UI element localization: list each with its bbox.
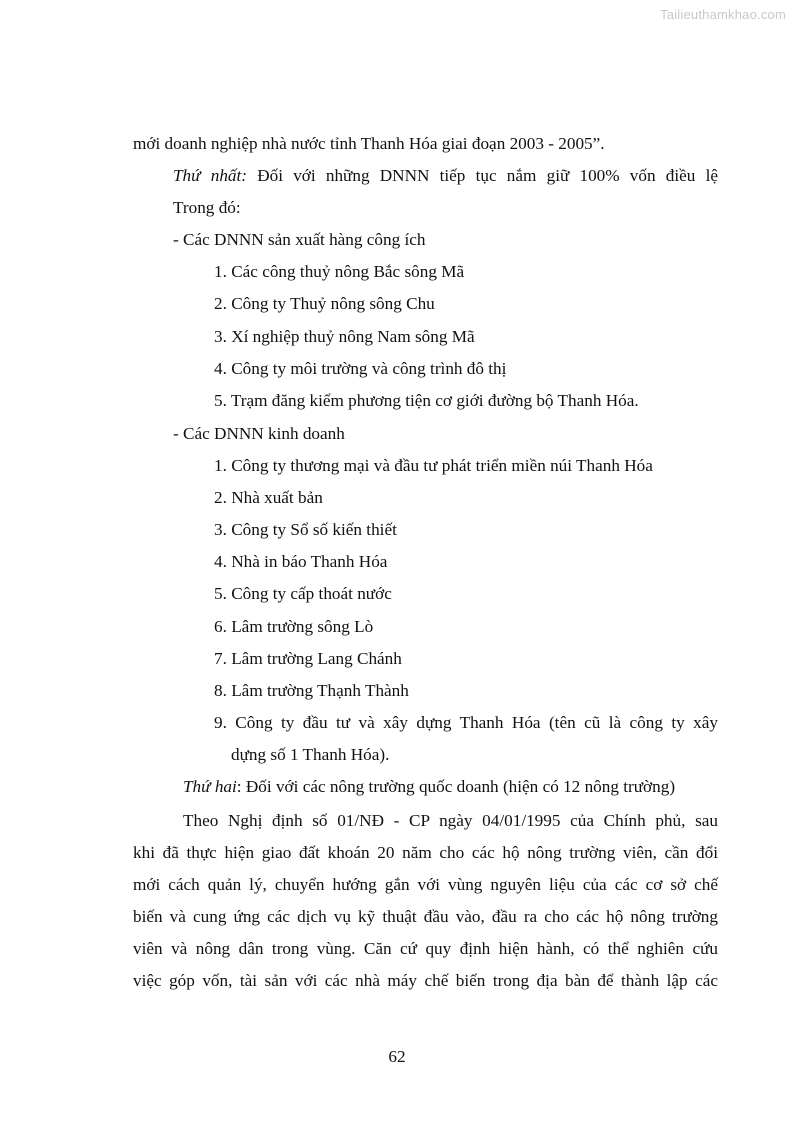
business-heading: - Các DNNN kinh doanh bbox=[173, 424, 345, 443]
list-item: 3. Xí nghiệp thuỷ nông Nam sông Mã bbox=[214, 327, 475, 346]
second-text: : Đối với các nông trường quốc doanh (hiện có 12 nông trường) bbox=[236, 777, 676, 796]
paragraph-line: Theo Nghị định số 01/NĐ - CP ngày 04/01/1995 của Chính phủ, sau bbox=[183, 811, 718, 830]
list-item: 2. Nhà xuất bản bbox=[214, 488, 323, 507]
second-section-line bbox=[183, 776, 675, 798]
list-item: 5. Trạm đăng kiểm phương tiện cơ giới đường bộ Thanh Hóa. bbox=[214, 391, 639, 410]
list-item: 3. Công ty Sổ số kiến thiết bbox=[214, 520, 397, 539]
paragraph-line: mới cách quản lý, chuyển hướng gắn với vùng nguyên liệu của các cơ sở chế bbox=[133, 875, 718, 894]
list-item: 5. Công ty cấp thoát nước bbox=[214, 584, 392, 603]
list-item: 6. Lâm trường sông Lò bbox=[214, 617, 374, 636]
list-item: 2. Công ty Thuỷ nông sông Chu bbox=[214, 294, 435, 313]
paragraph-line: việc góp vốn, tài sản với các nhà máy chế biến trong địa bàn để thành lập các bbox=[133, 971, 718, 990]
watermark: Tailieuthamkhao.com bbox=[660, 7, 786, 22]
second-label: Thứ hai bbox=[183, 777, 237, 796]
list-item-continuation: dựng số 1 Thanh Hóa). bbox=[231, 745, 390, 764]
intro-line: mới doanh nghiệp nhà nước tỉnh Thanh Hóa giai đoạn 2003 - 2005”. bbox=[133, 134, 605, 153]
first-label: Thứ nhất: bbox=[173, 166, 248, 185]
list-item: 7. Lâm trường Lang Chánh bbox=[214, 649, 402, 668]
in-which-label: Trong đó: bbox=[173, 198, 241, 217]
page-number: 62 bbox=[388, 1047, 406, 1066]
list-item: 4. Công ty môi trường và công trình đô thị bbox=[214, 359, 507, 378]
paragraph-line: khi đã thực hiện giao đất khoán 20 năm cho các hộ nông trường viên, cần đổi bbox=[133, 843, 718, 862]
paragraph-line: biến và cung ứng các dịch vụ kỹ thuật đầu vào, đầu ra cho các hộ nông trường bbox=[133, 907, 718, 926]
list-item: 9. Công ty đầu tư và xây dựng Thanh Hóa (tên cũ là công ty xây bbox=[214, 713, 718, 732]
paragraph-line: viên và nông dân trong vùng. Căn cứ quy định hiện hành, có thể nghiên cứu bbox=[133, 939, 718, 958]
first-section-line bbox=[173, 165, 718, 187]
list-item: 1. Công ty thương mại và đầu tư phát triển miền núi Thanh Hóa bbox=[214, 456, 653, 475]
list-item: 8. Lâm trường Thạnh Thành bbox=[214, 681, 409, 700]
public-service-heading: - Các DNNN sản xuất hàng công ích bbox=[173, 230, 426, 249]
list-item: 4. Nhà in báo Thanh Hóa bbox=[214, 552, 388, 571]
list-item: 1. Các công thuỷ nông Bắc sông Mã bbox=[214, 262, 465, 281]
first-text: Đối với những DNNN tiếp tục nắm giữ 100% vốn điều lệ bbox=[247, 166, 718, 185]
